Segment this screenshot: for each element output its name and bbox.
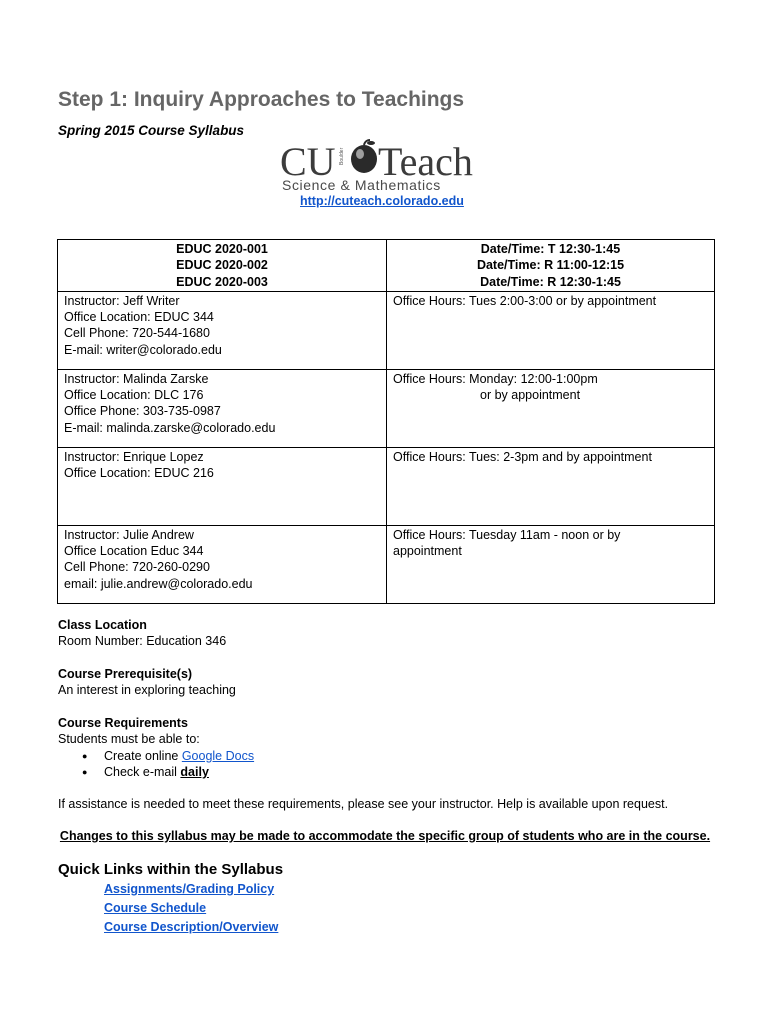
instructor-line: Office Location: DLC 176	[64, 388, 204, 403]
table-row-instructor	[58, 291, 715, 369]
google-docs-link[interactable]: Google Docs	[181, 748, 255, 763]
office-hours-line: appointment	[393, 544, 462, 559]
instructor-line: Instructor: Jeff Writer	[64, 293, 180, 308]
instructor-line: Instructor: Enrique Lopez	[64, 449, 204, 464]
page-title: Step 1: Inquiry Approaches to Teachings	[58, 88, 465, 111]
office-hours-cell	[387, 291, 715, 369]
office-hours-line: Office Hours: Tues: 2-3pm and by appointment	[393, 449, 652, 464]
requirements-section	[58, 715, 254, 780]
course-info-table	[57, 239, 715, 604]
instructor-line: Cell Phone: 720-260-0290	[64, 560, 210, 575]
cuteach-logo	[280, 138, 495, 198]
requirements-list	[58, 748, 254, 781]
instructor-line: Instructor: Julie Andrew	[64, 527, 194, 542]
instructor-cell	[58, 291, 387, 369]
office-hours-line: Office Hours: Tuesday 11am - noon or by	[393, 527, 621, 542]
course-time: Date/Time: R 11:00-12:15	[476, 258, 625, 273]
instructor-line: Office Location: EDUC 344	[64, 310, 214, 325]
logo-cu-text: CU	[280, 139, 336, 184]
logo-subtitle-text: Science & Mathematics	[282, 177, 441, 193]
instructor-line: Office Location: EDUC 216	[64, 466, 214, 481]
instructor-line: E-mail: writer@colorado.edu	[64, 342, 222, 357]
quick-link-schedule[interactable]: Course Schedule	[104, 901, 207, 915]
table-row-instructor	[58, 369, 715, 447]
prerequisites-section	[58, 666, 236, 699]
course-time: Date/Time: T 12:30-1:45	[480, 242, 621, 256]
logo-teach-text: Teach	[378, 139, 473, 184]
logo-boulder-text: Boulder	[339, 147, 345, 165]
table-row-courses	[58, 240, 715, 292]
course-time: Date/Time: R 12:30-1:45	[480, 274, 621, 289]
office-hours-cell	[387, 369, 715, 447]
quick-links-title: Quick Links within the Syllabus	[58, 861, 284, 878]
syllabus-changes-note: Changes to this syllabus may be made to accommodate the specific group of students who are in the course.	[59, 829, 711, 843]
requirements-heading: Course Requirements	[58, 716, 188, 730]
requirement-text: Check e-mail	[104, 764, 181, 779]
instructor-cell	[58, 447, 387, 525]
course-sections-cell	[58, 240, 387, 292]
cuteach-url-link[interactable]: http://cuteach.colorado.edu	[300, 194, 464, 208]
instructor-line: email: julie.andrew@colorado.edu	[64, 576, 253, 591]
requirements-intro: Students must be able to:	[58, 732, 200, 747]
table-row-instructor	[58, 447, 715, 525]
course-section: EDUC 2020-001	[176, 242, 268, 256]
class-location-section	[58, 617, 226, 650]
requirement-text: Create online	[104, 748, 182, 763]
office-hours-cell	[387, 447, 715, 525]
quick-link-assignments[interactable]: Assignments/Grading Policy	[104, 882, 275, 896]
instructor-cell	[58, 369, 387, 447]
list-item	[104, 764, 254, 780]
course-section: EDUC 2020-003	[176, 274, 268, 289]
course-section: EDUC 2020-002	[176, 258, 268, 273]
office-hours-line: Office Hours: Monday: 12:00-1:00pm	[393, 371, 598, 386]
prerequisites-text: An interest in exploring teaching	[58, 683, 236, 698]
class-location-text: Room Number: Education 346	[58, 634, 227, 649]
quick-link-description[interactable]: Course Description/Overview	[104, 920, 279, 934]
instructor-line: E-mail: malinda.zarske@colorado.edu	[64, 420, 276, 435]
daily-emphasis: daily	[180, 764, 209, 779]
apple-icon	[351, 140, 377, 173]
instructor-line: Office Location Educ 344	[64, 544, 204, 559]
office-hours-line: or by appointment	[480, 388, 581, 403]
assistance-text: If assistance is needed to meet these requirements, please see your instructor. Help is available upon request.	[58, 797, 669, 811]
quick-links-list	[104, 880, 278, 937]
list-item	[104, 748, 254, 764]
office-hours-line: Office Hours: Tues 2:00-3:00 or by appointment	[393, 293, 657, 308]
instructor-line: Cell Phone: 720-544-1680	[64, 326, 210, 341]
class-location-heading: Class Location	[58, 618, 147, 632]
course-times-cell	[387, 240, 715, 292]
table-row-instructor	[58, 525, 715, 603]
office-hours-cell	[387, 525, 715, 603]
instructor-line: Instructor: Malinda Zarske	[64, 371, 209, 386]
instructor-line: Office Phone: 303-735-0987	[64, 404, 221, 419]
instructor-cell	[58, 525, 387, 603]
prerequisites-heading: Course Prerequisite(s)	[58, 667, 193, 681]
page-subtitle: Spring 2015 Course Syllabus	[58, 123, 245, 138]
